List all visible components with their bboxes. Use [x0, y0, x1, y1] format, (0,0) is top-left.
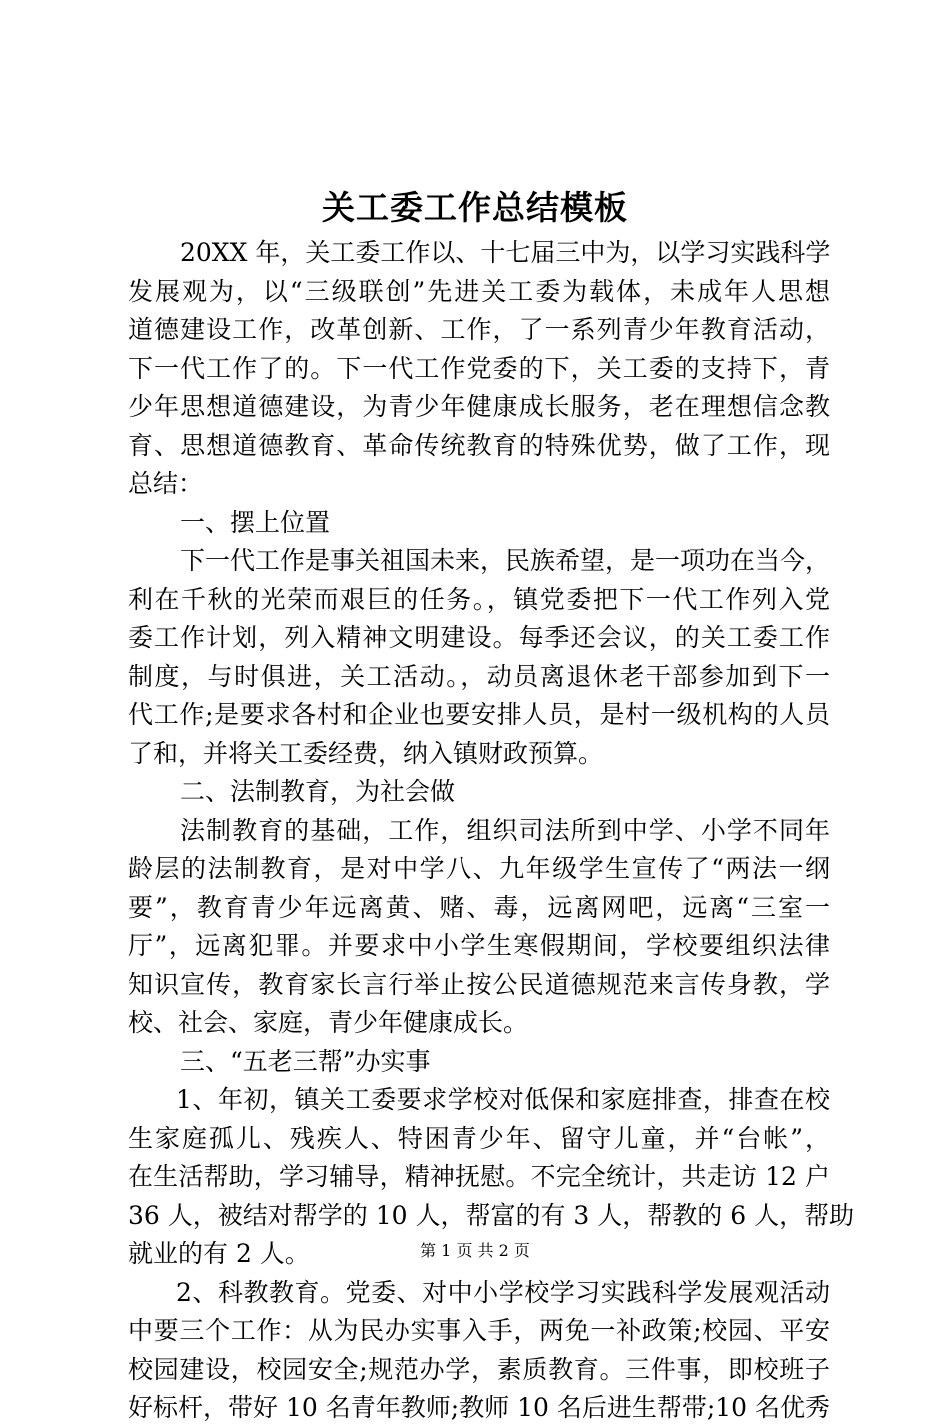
paragraph-line: 1、年初，镇关工委要求学校对低保和家庭排查，排查在校	[176, 1085, 830, 1114]
paragraph-line: 生家庭孤儿、残疾人、特困青少年、留守儿童，并“台帐”，	[128, 1123, 830, 1153]
section-heading: 二、法制教育，为社会做	[180, 777, 456, 806]
paragraph-line: 20XX 年，关工委工作以、十七届三中为，以学习实践科学	[180, 238, 831, 267]
paragraph-line: 要”，教育青少年远离黄、赌、毒，远离网吧，远离“三室一	[128, 892, 830, 922]
paragraph-line: 在生活帮助，学习辅导，精神抚慰。不完全统计，共走访 12 户	[128, 1162, 830, 1191]
paragraph-line: 2、科教教育。党委、对中小学校学习实践科学发展观活动	[176, 1277, 830, 1307]
paragraph-line: 总结：	[128, 469, 204, 498]
paragraph-line: 少年思想道德建设，为青少年健康成长服务，老在理想信念教	[128, 392, 830, 421]
paragraph-line: 利在千秋的光荣而艰巨的任务。，镇党委把下一代工作列入党	[128, 584, 830, 614]
page-number-footer: 第 1 页 共 2 页	[420, 1241, 530, 1260]
paragraph-line: 就业的有 2 人。	[128, 1239, 310, 1268]
paragraph-line: 下一代工作了的。下一代工作党委的下，关工委的支持下，青	[128, 353, 830, 383]
paragraph-line: 中要三个工作：从为民办实事入手，两免一补政策;校园、平安	[128, 1316, 830, 1345]
paragraph-line: 校园建设，校园安全;规范办学，素质教育。三件事，即校班子	[128, 1354, 830, 1384]
paragraph-line: 法制教育的基础，工作，组织司法所到中学、小学不同年	[180, 815, 830, 845]
section-heading: 三、“五老三帮”办实事	[180, 1046, 431, 1076]
paragraph-line: 了和，并将关工委经费，纳入镇财政预算。	[128, 738, 604, 768]
paragraph-line: 委工作计划，列入精神文明建设。每季还会议，的关工委工作	[128, 623, 830, 652]
paragraph-line: 校、社会、家庭，青少年健康成长。	[128, 1008, 529, 1037]
section-heading: 一、摆上位置	[180, 507, 331, 537]
paragraph-line: 育、思想道德教育、革命传统教育的特殊优势，做了工作，现	[128, 430, 830, 460]
paragraph-line: 代工作;是要求各村和企业也要安排人员，是村一级机构的人员	[128, 700, 830, 729]
paragraph-line: 道德建设工作，改革创新、工作，了一系列青少年教育活动，	[128, 315, 830, 344]
paragraph-line: 制度，与时俱进，关工活动。，动员离退休老干部参加到下一	[128, 661, 830, 691]
paragraph-line: 下一代工作是事关祖国未来，民族希望，是一项功在当今，	[180, 546, 831, 575]
paragraph-line: 36 人，被结对帮学的 10 人，帮富的有 3 人，帮教的 6 人，帮助	[128, 1200, 855, 1230]
paragraph-line: 发展观为，以“三级联创”先进关工委为载体，未成年人思想	[128, 276, 830, 306]
paragraph-line: 龄层的法制教育，是对中学八、九年级学生宣传了“两法一纲	[128, 854, 830, 883]
document-title: 关工委工作总结模板	[322, 188, 628, 227]
paragraph-line: 厅”，远离犯罪。并要求中小学生寒假期间，学校要组织法律	[128, 931, 830, 960]
paragraph-line: 知识宣传，教育家长言行举止按公民道德规范来言传身教，学	[128, 969, 830, 999]
paragraph-line: 好标杆，带好 10 名青年教师;教师 10 名后进生帮带;10 名优秀	[128, 1393, 831, 1422]
